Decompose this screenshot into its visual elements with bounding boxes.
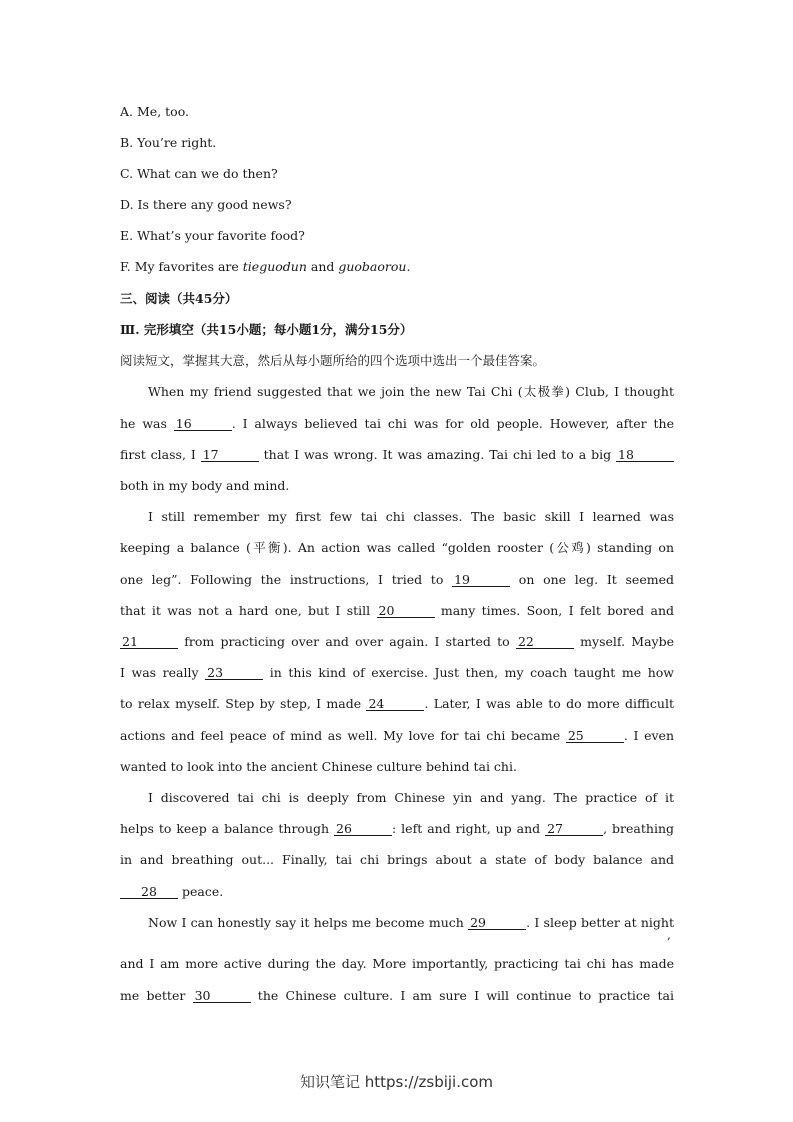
option-f: F. My favorites are tieguodun and guobaorou. — [120, 259, 411, 274]
option-a: A. Me, too. — [120, 104, 189, 119]
section-title: 三、阅读（共45分） — [120, 291, 238, 306]
blank-29: 29 — [468, 916, 526, 930]
passage-line: to relax myself. Step by step, I made 24 . Later, I was able to do more difficult — [120, 696, 674, 711]
blank-28: 28 — [120, 885, 178, 899]
blank-19: 19 — [452, 573, 510, 587]
option-e: E. What’s your favorite food? — [120, 228, 305, 243]
passage-line: When my friend suggested that we join the new Tai Chi (太极拳) Club, I thought — [148, 384, 674, 399]
passage-line: one leg”. Following the instructions, I tried to 19 on one leg. It seemed — [120, 572, 674, 587]
option-c: C. What can we do then? — [120, 166, 278, 181]
blank-24: 24 — [366, 697, 424, 711]
blank-18: 18 — [616, 448, 674, 462]
blank-22: 22 — [516, 635, 574, 649]
passage-line: he was 16 . I always believed tai chi was for old people. However, after the — [120, 416, 674, 431]
passage-line: that it was not a hard one, but I still 20 many times. Soon, I felt bored and — [120, 603, 675, 618]
blank-30: 30 — [193, 989, 251, 1003]
passage-line: actions and feel peace of mind as well. My love for tai chi became 25 . I even — [120, 728, 674, 743]
footer-watermark: 知识笔记 https://zsbiji.com — [299, 1073, 494, 1091]
passage-line: helps to keep a balance through 26 : left and right, up and 27 , breathing — [120, 821, 674, 836]
stray-comma: , — [667, 928, 671, 942]
passage-line: first class, I 17 that I was wrong. It was amazing. Tai chi led to a big 18 — [120, 447, 674, 463]
blank-16: 16 — [174, 417, 232, 431]
passage-line: I discovered tai chi is deeply from Chinese yin and yang. The practice of it — [148, 790, 674, 805]
passage-line: keeping a balance (平衡). An action was called “golden rooster (公鸡) standing on — [120, 540, 674, 555]
blank-25: 25 — [566, 729, 624, 743]
blank-20: 20 — [377, 604, 435, 618]
passage-line: me better 30 the Chinese culture. I am sure I will continue to practice tai — [120, 988, 674, 1003]
blank-27: 27 — [545, 822, 603, 836]
passage-line: 21 from practicing over and over again. I started to 22 myself. Maybe — [122, 634, 674, 649]
passage-line: 28 peace. — [120, 884, 223, 900]
blank-26: 26 — [334, 822, 392, 836]
blank-23: 23 — [205, 666, 263, 680]
subsection-title: Ⅲ. 完形填空（共15小题；每小题1分，满分15分） — [120, 322, 413, 337]
passage-line: wanted to look into the ancient Chinese culture behind tai chi. — [120, 759, 517, 774]
passage-line: I was really 23 in this kind of exercise. Just then, my coach taught me how — [120, 665, 675, 680]
passage-line: Now I can honestly say it helps me become much 29 . I sleep better at night — [148, 915, 674, 930]
instruction-text: 阅读短文，掌握其大意，然后从每小题所给的四个选项中选出一个最佳答案。 — [120, 353, 546, 368]
option-b: B. You’re right. — [120, 135, 217, 150]
passage-line: and I am more active during the day. More importantly, practicing tai chi has made — [120, 956, 674, 971]
blank-21: 21 — [120, 635, 178, 649]
blank-17: 17 — [201, 448, 259, 462]
passage-line: both in my body and mind. — [120, 478, 290, 493]
option-d: D. Is there any good news? — [120, 197, 292, 212]
passage-line: I still remember my first few tai chi classes. The basic skill I learned was — [148, 509, 674, 524]
passage-line: in and breathing out... Finally, tai chi brings about a state of body balance and — [120, 852, 674, 867]
